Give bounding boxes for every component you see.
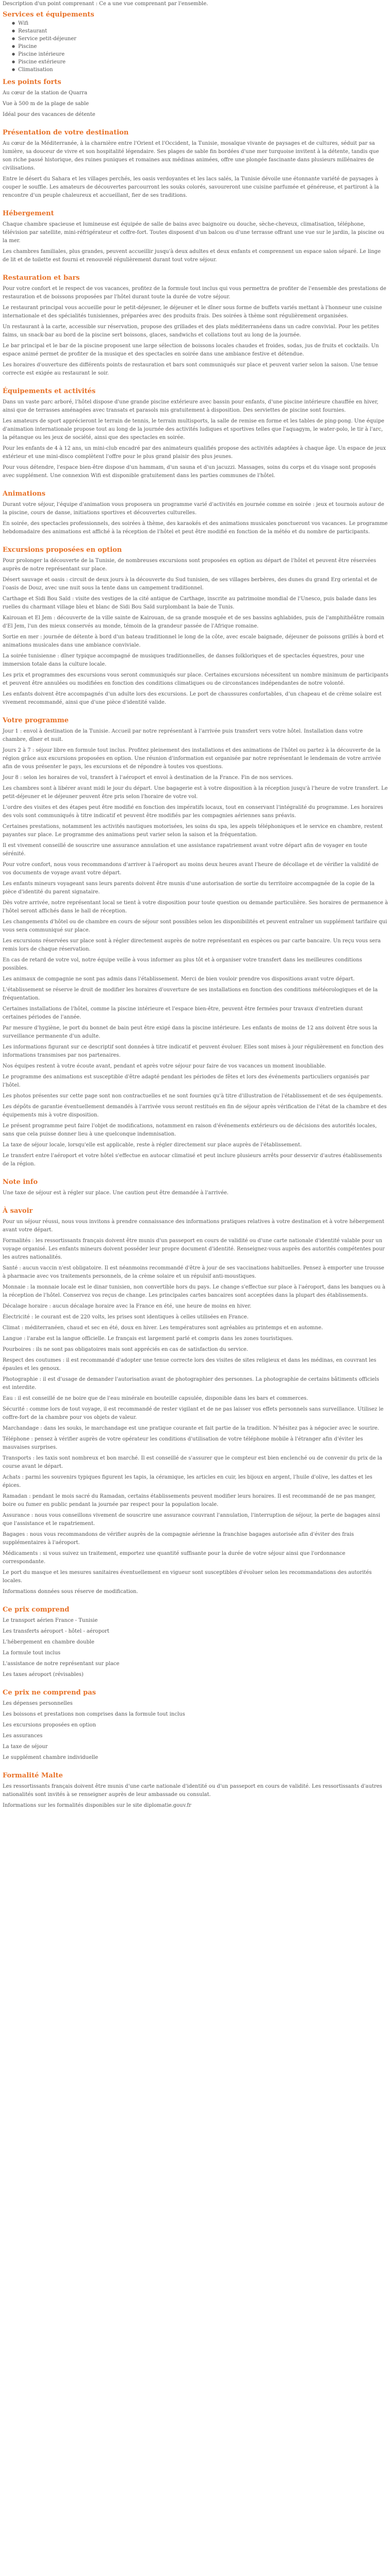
- section-paragraph: Jour 1 : envol à destination de la Tunisie. Accueil par notre représentant à l'arrivée puis transfert vers votre hôtel. Installation dans votre chambre, dîner et nuit.: [3, 728, 363, 742]
- section-paragraph: Les enfants mineurs voyageant sans leurs parents doivent être munis d'une autorisation de sortie du territoire accompagnée de la copie de la pièce d'identité du parent signataire.: [3, 881, 375, 895]
- section-paragraph: Au cœur de la station de Quarra: [3, 90, 88, 96]
- section-title: Hébergement: [3, 210, 54, 217]
- section-restauration-et-bars: [3, 274, 388, 378]
- service-item-restaurant: ● Restaurant: [12, 27, 388, 35]
- section-paragraph: Entre le désert du Sahara et les villages perchés, les oasis verdoyantes et les lacs salés, la Tunisie dévoile une étonnante variété de paysages à couper le souffle. Les amateurs de découvertes parcourront les souks colorés, savoureront une cuisine parfumée et généreuse, et partiront à la rencontre d'un peuple chaleureux et accueillant, fier de ses traditions.: [3, 176, 379, 198]
- section-paragraph: Le transport aérien France - Tunisie: [3, 1618, 98, 1623]
- section-paragraph: La soirée tunisienne : dîner typique accompagné de musiques traditionnelles, de danses folkloriques et de spectacles équestres, pour une immersion totale dans la culture locale.: [3, 653, 365, 667]
- section-paragraph: Pour un séjour réussi, nous vous invitons à prendre connaissance des informations pratiques relatives à votre destination et à votre hébergement avant votre départ.: [3, 1219, 384, 1233]
- services-block: [3, 10, 388, 74]
- section-paragraph: Jour 8 : selon les horaires de vol, transfert à l'aéroport et envol à destination de la France. Fin de nos services.: [3, 775, 294, 781]
- section-paragraph: Transports : les taxis sont nombreux et bon marché. Il est conseillé de s'assurer que le compteur est bien enclenché ou de convenir du prix de la course avant le départ.: [3, 1455, 382, 1469]
- section-paragraph: Carthage et Sidi Bou Saïd : visite des vestiges de la cité antique de Carthage, inscrite au patrimoine mondial de l'Unesco, puis balade dans les ruelles du charmant village bleu et blanc de Sidi Bou Saïd surplombant la baie de Tunis.: [3, 596, 377, 610]
- section-title: À savoir: [3, 1207, 33, 1215]
- section-paragraph: Par mesure d'hygiène, le port du bonnet de bain peut être exigé dans la piscine intérieure. Les enfants de moins de 12 ans doivent être sous la surveillance permanente d'un adulte.: [3, 1025, 378, 1039]
- service-list: [3, 20, 388, 74]
- section-paragraph: Photographie : il est d'usage de demander l'autorisation avant de photographier des personnes. La photographie de certains bâtiments officiels est interdite.: [3, 1377, 380, 1391]
- section-paragraph: La taxe de séjour: [3, 1744, 48, 1750]
- section-paragraph: Décalage horaire : aucun décalage horaire avec la France en été, une heure de moins en hiver.: [3, 1303, 252, 1309]
- sections-container: [3, 78, 388, 1810]
- services-title: Services et équipements: [3, 11, 94, 19]
- section-paragraph: Les amateurs de sport apprécieront le terrain de tennis, le terrain multisports, la salle de remise en forme et les tables de ping-pong. Une équipe d'animation internationale propose tout au long de la journée des activités ludiques et sportives telles que l'aquagym, le water-polo, le tir à l'arc, la pétanque ou les jeux de société, ainsi que des spectacles en soirée.: [3, 418, 384, 440]
- section-ce-prix-comprend: [3, 1605, 388, 1679]
- section-title: Ce prix comprend: [3, 1606, 70, 1614]
- section-paragraph: Informations sur les formalités disponibles sur le site diplomatie.gouv.fr: [3, 1803, 191, 1808]
- section-paragraph: En cas de retard de votre vol, notre équipe veille à vous informer au plus tôt et à organiser votre transfert dans les meilleures conditions possibles.: [3, 957, 362, 971]
- section-paragraph: Santé : aucun vaccin n'est obligatoire. Il est néanmoins recommandé d'être à jour de ses vaccinations habituelles. Pensez à emporter une trousse à pharmacie avec vos traitements personnels, de la crème solaire et un répulsif anti-moustiques.: [3, 1265, 384, 1279]
- service-item-indoor-pool: ● Piscine intérieure: [12, 50, 388, 58]
- section-paragraph: Les assurances: [3, 1733, 43, 1739]
- section-paragraph: Jours 2 à 7 : séjour libre en formule tout inclus. Profitez pleinement des installations et des animations de l'hôtel ou partez à la découverte de la région grâce aux excursions proposées en option. Une réunion d'information est organisée par notre représentant le lendemain de votre arrivée afin de vous présenter le pays, les excursions et de répondre à toutes vos questions.: [3, 748, 381, 770]
- section-paragraph: Pour votre confort, nous vous recommandons d'arriver à l'aéroport au moins deux heures avant l'heure de décollage et de vérifier la validité de vos documents de voyage avant votre départ.: [3, 862, 379, 876]
- section-paragraph: Sortie en mer : journée de détente à bord d'un bateau traditionnel le long de la côte, avec escale baignade, déjeuner de poissons grillés à bord et animations musicales dans une ambiance conviviale.: [3, 634, 384, 648]
- section-paragraph: Informations données sous réserve de modification.: [3, 1589, 138, 1595]
- section-paragraph: Désert sauvage et oasis : circuit de deux jours à la découverte du Sud tunisien, de ses villages berbères, des dunes du grand Erg oriental et de l'oasis de Douz, avec une nuit sous la tente dans un campement traditionnel.: [3, 577, 378, 591]
- section-paragraph: Pour vous détendre, l'espace bien-être dispose d'un hammam, d'un sauna et d'un jacuzzi. Massages, soins du corps et du visage sont proposés avec supplément. Une connexion Wifi est disponible gratuitement dans les parties communes de l'hôtel.: [3, 465, 376, 479]
- section-note-info: [3, 1178, 388, 1197]
- section-paragraph: Les horaires d'ouverture des différents points de restauration et bars sont communiqués sur place et peuvent varier selon la saison. Une tenue correcte est exigée au restaurant le soir.: [3, 362, 378, 376]
- section-paragraph: Le transfert entre l'aéroport et votre hôtel s'effectue en autocar climatisé et peut inclure plusieurs arrêts pour desservir d'autres établissements de la région.: [3, 1153, 382, 1167]
- section-paragraph: L'ordre des visites et des étapes peut être modifié en fonction des impératifs locaux, tout en conservant l'intégralité du programme. Les horaires des vols sont communiqués à titre indicatif et peuvent être modifiés par les compagnies aériennes sans préavis.: [3, 805, 383, 819]
- section-ce-prix-ne-comprend-pas: [3, 1688, 388, 1762]
- section-paragraph: Bagages : nous vous recommandons de vérifier auprès de la compagnie aérienne la franchise bagages autorisée afin d'éviter des frais supplémentaires à l'aéroport.: [3, 1532, 354, 1546]
- section-paragraph: Eau : il est conseillé de ne boire que de l'eau minérale en bouteille capsulée, disponible dans les bars et commerces.: [3, 1396, 308, 1401]
- section-paragraph: Achats : parmi les souvenirs typiques figurent les tapis, la céramique, les articles en cuir, les bijoux en argent, l'huile d'olive, les dattes et les épices.: [3, 1475, 372, 1488]
- section-paragraph: Les informations figurant sur ce descriptif sont données à titre indicatif et peuvent évoluer. Elles sont mises à jour régulièrement en fonction des informations transmises par nos partenaires.: [3, 1044, 384, 1058]
- section-paragraph: Les prix et programmes des excursions vous seront communiqués sur place. Certaines excursions nécessitent un nombre minimum de participants et peuvent être annulées ou modifiées en fonction des conditions climatiques ou de circonstances indépendantes de notre volonté.: [3, 672, 388, 686]
- section-a-savoir: [3, 1207, 388, 1596]
- section-paragraph: Le supplément chambre individuelle: [3, 1755, 99, 1760]
- section-paragraph: Médicaments : si vous suivez un traitement, emportez une quantité suffisante pour la durée de votre séjour ainsi que l'ordonnance correspondante.: [3, 1551, 346, 1565]
- section-paragraph: En soirée, des spectacles professionnels, des soirées à thème, des karaokés et des animations musicales ponctueront vos vacances. Le programme hebdomadaire des animations est affiché à la réception de l'hôtel et peut être modifié en fonction de la météo et du nombre de participants.: [3, 521, 388, 535]
- section-title: Note info: [3, 1178, 38, 1186]
- section-paragraph: L'établissement se réserve le droit de modifier les horaires d'ouverture de ses installations en fonction des conditions météorologiques et de la fréquentation.: [3, 987, 378, 1001]
- section-paragraph: Un restaurant à la carte, accessible sur réservation, propose des grillades et des plats méditerranéens dans un cadre convivial. Pour les petites faims, un snack-bar au bord de la piscine sert boissons, glaces, sandwichs et collations tout au long de la journée.: [3, 324, 379, 338]
- section-paragraph: Certaines prestations, notamment les activités nautiques motorisées, les soins du spa, les appels téléphoniques et le service en chambre, restent payantes sur place. Le programme des animations peut varier selon la saison et la fréquentation.: [3, 824, 383, 838]
- section-paragraph: Pourboires : ils ne sont pas obligatoires mais sont appréciés en cas de satisfaction du service.: [3, 1347, 248, 1352]
- section-paragraph: Marchandage : dans les souks, le marchandage est une pratique courante et fait partie de la tradition. N'hésitez pas à négocier avec le sourire.: [3, 1426, 379, 1431]
- section-paragraph: Langue : l'arabe est la langue officielle. Le français est largement parlé et compris dans les zones touristiques.: [3, 1336, 294, 1342]
- section-paragraph: Durant votre séjour, l'équipe d'animation vous proposera un programme varié d'activités en journée comme en soirée : jeux et tournois autour de la piscine, cours de danse, initiations sportives et découvertes culturelles.: [3, 502, 384, 516]
- section-title: Votre programme: [3, 717, 69, 724]
- section-paragraph: Formalités : les ressortissants français doivent être munis d'un passeport en cours de validité ou d'une carte nationale d'identité valable pour un voyage organisé. Les enfants mineurs doivent posséder leur propre document d'identité. Renseignez-vous auprès des autorités compétentes pour les autres nationalités.: [3, 1238, 385, 1260]
- section-paragraph: Les excursions proposées en option: [3, 1722, 96, 1728]
- section-paragraph: Idéal pour des vacances de détente: [3, 112, 95, 117]
- section-presentation-de-votre-destination: [3, 128, 388, 200]
- section-paragraph: Chaque chambre spacieuse et lumineuse est équipée de salle de bains avec baignoire ou douche, sèche-cheveux, climatisation, téléphone, télévision par satellite, mini-réfrigérateur et coffre-fort. Toutes disposent d'un balcon ou d'une terrasse offrant une vue sur le jardin, la piscine ou la mer.: [3, 222, 385, 244]
- section-paragraph: La taxe de séjour locale, lorsqu'elle est applicable, reste à régler directement sur place auprès de l'établissement.: [3, 1142, 302, 1148]
- section-paragraph: Au cœur de la Méditerranée, à la charnière entre l'Orient et l'Occident, la Tunisie, mosaïque vivante de paysages et de cultures, séduit par sa lumière, sa douceur de vivre et son hospitalité légendaire. Ses plages de sable fin bordées d'une mer turquoise invitent à la détente, tandis que son riche passé historique, des ruines puniques et romaines aux médinas animées, offre une plongée fascinante dans plusieurs millénaires de civilisations.: [3, 141, 379, 171]
- section-paragraph: Les taxes aéroport (révisables): [3, 1672, 84, 1677]
- section-paragraph: Nos équipes restent à votre écoute avant, pendant et après votre séjour pour faire de vos vacances un moment inoubliable.: [3, 1063, 327, 1069]
- section-title: Restauration et bars: [3, 274, 80, 282]
- section-equipements-et-activites: [3, 387, 388, 480]
- section-paragraph: Climat : méditerranéen, chaud et sec en été, doux en hiver. Les températures sont agréables au printemps et en automne.: [3, 1325, 323, 1331]
- section-title: Animations: [3, 490, 46, 498]
- section-votre-programme: [3, 716, 388, 1168]
- section-paragraph: Le bar principal et le bar de la piscine proposent une large sélection de boissons locales chaudes et froides, sodas, jus de fruits et cocktails. Un espace animé permet de profiter de la musique et des spectacles en soirée dans une ambiance festive et détendue.: [3, 343, 379, 357]
- section-paragraph: Pour votre confort et le respect de vos vacances, profitez de la formule tout inclus qui vous permettra de profiter de l'ensemble des prestations de restauration et de boissons proposées par l'hôtel durant toute la durée de votre séjour.: [3, 286, 386, 300]
- section-paragraph: Dès votre arrivée, notre représentant local se tient à votre disposition pour toute question ou demande particulière. Ses horaires de permanence à l'hôtel seront affichés dans le hall de réception.: [3, 900, 388, 914]
- section-paragraph: Le restaurant principal vous accueille pour le petit-déjeuner, le déjeuner et le dîner sous forme de buffets variés mettant à l'honneur une cuisine internationale et des spécialités tunisiennes, préparées avec des produits frais. Des soirées à thème sont régulièrement organisées.: [3, 305, 382, 319]
- section-title: Présentation de votre destination: [3, 129, 129, 137]
- section-paragraph: Dans un vaste parc arboré, l'hôtel dispose d'une grande piscine extérieure avec bassin pour enfants, d'une piscine intérieure chauffée en hiver, ainsi que de terrasses aménagées avec transats et parasols mis gratuitement à disposition. Des serviettes de piscine sont fournies.: [3, 399, 379, 413]
- section-paragraph: Certaines installations de l'hôtel, comme la piscine intérieure et l'espace bien-être, peuvent être fermées pour travaux d'entretien durant certaines périodes de l'année.: [3, 1006, 363, 1020]
- section-paragraph: Téléphone : pensez à vérifier auprès de votre opérateur les conditions d'utilisation de votre téléphone mobile à l'étranger afin d'éviter les mauvaises surprises.: [3, 1436, 363, 1450]
- section-paragraph: Vue à 500 m de la plage de sable: [3, 101, 89, 107]
- section-paragraph: Le programme des animations est susceptible d'être adapté pendant les périodes de fêtes et lors des événements particuliers organisés par l'hôtel.: [3, 1074, 370, 1088]
- section-title: Équipements et activités: [3, 387, 96, 395]
- section-paragraph: Les photos présentes sur cette page sont non contractuelles et ne sont fournies qu'à titre d'illustration de l'établissement et de ses équipements.: [3, 1093, 383, 1099]
- section-paragraph: Le port du masque et les mesures sanitaires éventuellement en vigueur sont susceptibles d'évoluer selon les recommandations des autorités locales.: [3, 1570, 372, 1584]
- section-paragraph: Les dépenses personnelles: [3, 1701, 73, 1706]
- section-title: Formalité Malte: [3, 1772, 63, 1780]
- section-paragraph: Les ressortissants français doivent être munis d'une carte nationale d'identité ou d'un passeport en cours de validité. Les ressortissants d'autres nationalités sont invités à se renseigner auprès de leur ambassade ou consulat.: [3, 1784, 382, 1798]
- section-paragraph: Électricité : le courant est de 220 volts, les prises sont identiques à celles utilisées en France.: [3, 1314, 249, 1320]
- section-paragraph: Les chambres familiales, plus grandes, peuvent accueillir jusqu'à deux adultes et deux enfants et comprennent un espace salon séparé. Le linge de lit et de toilette est fourni et renouvelé régulièrement durant tout votre séjour.: [3, 249, 381, 263]
- section-paragraph: Les excursions réservées sur place sont à régler directement auprès de notre représentant en espèces ou par carte bancaire. Un reçu vous sera remis lors de chaque réservation.: [3, 938, 381, 952]
- section-paragraph: L'assistance de notre représentant sur place: [3, 1661, 120, 1667]
- section-paragraph: La formule tout inclus: [3, 1650, 61, 1656]
- section-paragraph: Les transferts aéroport - hôtel - aéroport: [3, 1629, 109, 1634]
- section-hebergement: [3, 209, 388, 264]
- section-paragraph: L'hébergement en chambre double: [3, 1639, 94, 1645]
- section-les-points-forts: [3, 78, 388, 119]
- section-paragraph: Les animaux de compagnie ne sont pas admis dans l'établissement. Merci de bien vouloir prendre vos dispositions avant votre départ.: [3, 976, 355, 982]
- service-item-pool: ● Piscine: [12, 43, 388, 50]
- section-paragraph: Sécurité : comme lors de tout voyage, il est recommandé de rester vigilant et de ne pas laisser vos effets personnels sans surveillance. Utilisez le coffre-fort de la chambre pour vos objets de valeur.: [3, 1406, 384, 1420]
- section-paragraph: Respect des coutumes : il est recommandé d'adopter une tenue correcte lors des visites de sites religieux et dans les médinas, en couvrant les épaules et les genoux.: [3, 1358, 377, 1371]
- section-title: Excursions proposées en option: [3, 546, 122, 554]
- section-formalite-malte: [3, 1771, 388, 1810]
- section-paragraph: Pour prolonger la découverte de la Tunisie, de nombreuses excursions sont proposées en option au départ de l'hôtel et peuvent être réservées auprès de notre représentant sur place.: [3, 558, 377, 572]
- section-paragraph: Kairouan et El Jem : découverte de la ville sainte de Kairouan, de sa grande mosquée et de ses bassins aghlabides, puis de l'amphithéâtre romain d'El Jem, l'un des mieux conservés au monde, témoin de la grandeur passée de l'Afrique romaine.: [3, 615, 385, 629]
- section-excursions-proposees-en-option: [3, 546, 388, 707]
- service-item-wifi: ● Wifi: [12, 20, 388, 27]
- section-paragraph: Pour les enfants de 4 à 12 ans, un mini-club encadré par des animateurs qualifiés propose des activités adaptées à chaque âge. Un espace de jeux extérieur et une mini-disco complètent l'offre pour le plus grand plaisir des plus jeunes.: [3, 446, 386, 460]
- section-paragraph: Il est vivement conseillé de souscrire une assurance annulation et une assistance rapatriement avant votre départ afin de voyager en toute sérénité.: [3, 843, 367, 857]
- section-paragraph: Ramadan : pendant le mois sacré du Ramadan, certains établissements peuvent modifier leurs horaires. Il est recommandé de ne pas manger, boire ou fumer en public pendant la journée par respect pour la population locale.: [3, 1494, 376, 1507]
- section-paragraph: Le présent programme peut faire l'objet de modifications, notamment en raison d'événements extérieurs ou de décisions des autorités locales, sans que cela puisse donner lieu à une quelconque indemnisation.: [3, 1123, 377, 1137]
- section-paragraph: Monnaie : la monnaie locale est le dinar tunisien, non convertible hors du pays. Le change s'effectue sur place à l'aéroport, dans les banques ou à la réception de l'hôtel. Conservez vos reçus de change. Les principales cartes bancaires sont acceptées dans la plupart des établissements.: [3, 1284, 385, 1298]
- section-paragraph: Les changements d'hôtel ou de chambre en cours de séjour sont possibles selon les disponibilités et peuvent entraîner un supplément tarifaire qui vous sera communiqué sur place.: [3, 919, 387, 933]
- section-paragraph: Les chambres sont à libérer avant midi le jour du départ. Une bagagerie est à votre disposition à la réception jusqu'à l'heure de votre transfert. Le petit-déjeuner et le déjeuner peuvent être pris selon l'horaire de votre vol.: [3, 786, 388, 800]
- section-paragraph: Les boissons et prestations non comprises dans la formule tout inclus: [3, 1711, 185, 1717]
- service-item-outdoor-pool: ● Piscine extérieure: [12, 58, 388, 66]
- section-title: Les points forts: [3, 78, 61, 86]
- section-animations: [3, 489, 388, 536]
- service-item-breakfast: ● Service petit-déjeuner: [12, 35, 388, 43]
- section-title: Ce prix ne comprend pas: [3, 1689, 96, 1697]
- section-paragraph: Les dépôts de garantie éventuellement demandés à l'arrivée vous seront restitués en fin de séjour après vérification de l'état de la chambre et des équipements mis à votre disposition.: [3, 1104, 387, 1118]
- section-paragraph: Une taxe de séjour est à régler sur place. Une caution peut être demandée à l'arrivée.: [3, 1190, 229, 1196]
- service-item-air-conditioning: ● Climatisation: [12, 66, 388, 74]
- intro-text: Description d'un point comprenant : Ce a une vue comprenant par l'ensemble.: [3, 1, 208, 7]
- section-paragraph: Les enfants doivent être accompagnés d'un adulte lors des excursions. Le port de chaussures confortables, d'un chapeau et de crème solaire est vivement recommandé, ainsi que d'une pièce d'identité valide.: [3, 691, 382, 705]
- section-paragraph: Assurance : nous vous conseillons vivement de souscrire une assurance couvrant l'annulation, l'interruption de séjour, la perte de bagages ainsi que l'assistance et le rapatriement.: [3, 1513, 380, 1527]
